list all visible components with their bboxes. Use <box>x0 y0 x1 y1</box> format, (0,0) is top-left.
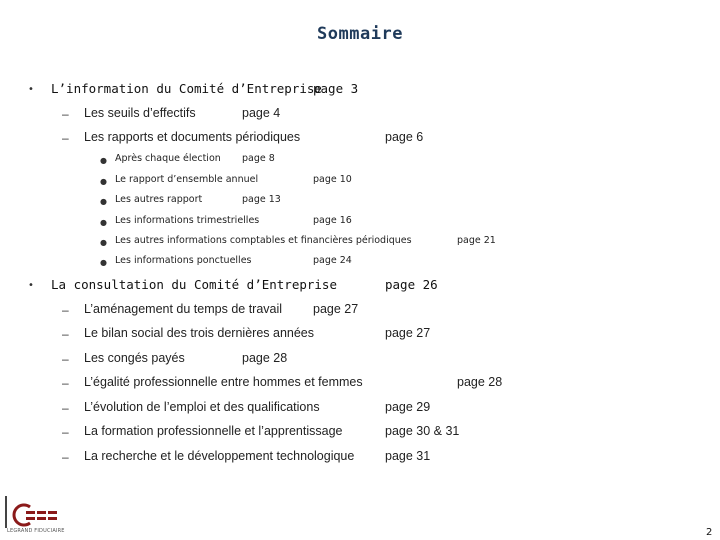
section-page: page 3 <box>313 81 359 96</box>
dash-icon: – <box>62 425 69 439</box>
item-label: Le bilan social des trois dernières années <box>84 326 314 340</box>
item-label: La recherche et le développement technologique <box>84 449 355 463</box>
subitem-page: page 13 <box>242 194 281 205</box>
subitem-page: page 24 <box>313 255 352 266</box>
subitem-page: page 21 <box>457 235 496 246</box>
dash-icon: – <box>62 303 69 317</box>
bullet-icon: • <box>28 280 34 291</box>
section-heading: La consultation du Comité d’Entreprise <box>51 277 337 292</box>
subitem-page: page 16 <box>313 215 352 226</box>
subitem-label: Les informations ponctuelles <box>115 255 252 266</box>
subitem-label: Les autres rapport <box>115 194 203 205</box>
page-number: 2 <box>706 527 713 538</box>
item-label: Les rapports et documents périodiques <box>84 130 301 144</box>
item-page: page 28 <box>242 351 288 365</box>
bullet-icon: • <box>28 84 34 95</box>
bullet-icon: ● <box>100 177 107 186</box>
dash-icon: – <box>62 327 69 341</box>
item-page: page 6 <box>385 130 424 144</box>
item-page: page 27 <box>385 326 431 340</box>
item-page: page 31 <box>385 449 431 463</box>
item-label: La formation professionnelle et l’apprentissage <box>84 424 343 438</box>
logo-text: LEGRAND FIDUCIAIRE <box>7 528 65 534</box>
dash-icon: – <box>62 131 69 145</box>
page-title: Sommaire <box>317 24 403 44</box>
item-label: Les congés payés <box>84 351 185 365</box>
subitem-label: Les informations trimestrielles <box>115 215 260 226</box>
item-page: page 27 <box>313 302 359 316</box>
section-heading: L’information du Comité d’Entreprise <box>51 81 322 96</box>
item-label: L’évolution de l’emploi et des qualifications <box>84 400 320 414</box>
dash-icon: – <box>62 352 69 366</box>
subitem-label: Les autres informations comptables et financières périodiques <box>115 235 412 246</box>
item-label: L’aménagement du temps de travail <box>84 302 283 316</box>
item-label: Les seuils d’effectifs <box>84 106 196 120</box>
item-label: L’égalité professionnelle entre hommes et femmes <box>84 375 363 389</box>
subitem-label: Le rapport d’ensemble annuel <box>115 174 259 185</box>
subitem-label: Après chaque élection <box>115 153 221 164</box>
section-page: page 26 <box>385 277 438 292</box>
item-page: page 29 <box>385 400 431 414</box>
dash-icon: – <box>62 376 69 390</box>
bullet-icon: ● <box>100 238 107 247</box>
dash-icon: – <box>62 450 69 464</box>
item-page: page 4 <box>242 106 281 120</box>
subitem-page: page 8 <box>242 153 275 164</box>
item-page: page 28 <box>457 375 503 389</box>
bullet-icon: ● <box>100 156 107 165</box>
dash-icon: – <box>62 401 69 415</box>
bullet-icon: ● <box>100 258 107 267</box>
item-page: page 30 & 31 <box>385 424 460 438</box>
subitem-page: page 10 <box>313 174 352 185</box>
bullet-icon: ● <box>100 197 107 206</box>
bullet-icon: ● <box>100 218 107 227</box>
dash-icon: – <box>62 107 69 121</box>
